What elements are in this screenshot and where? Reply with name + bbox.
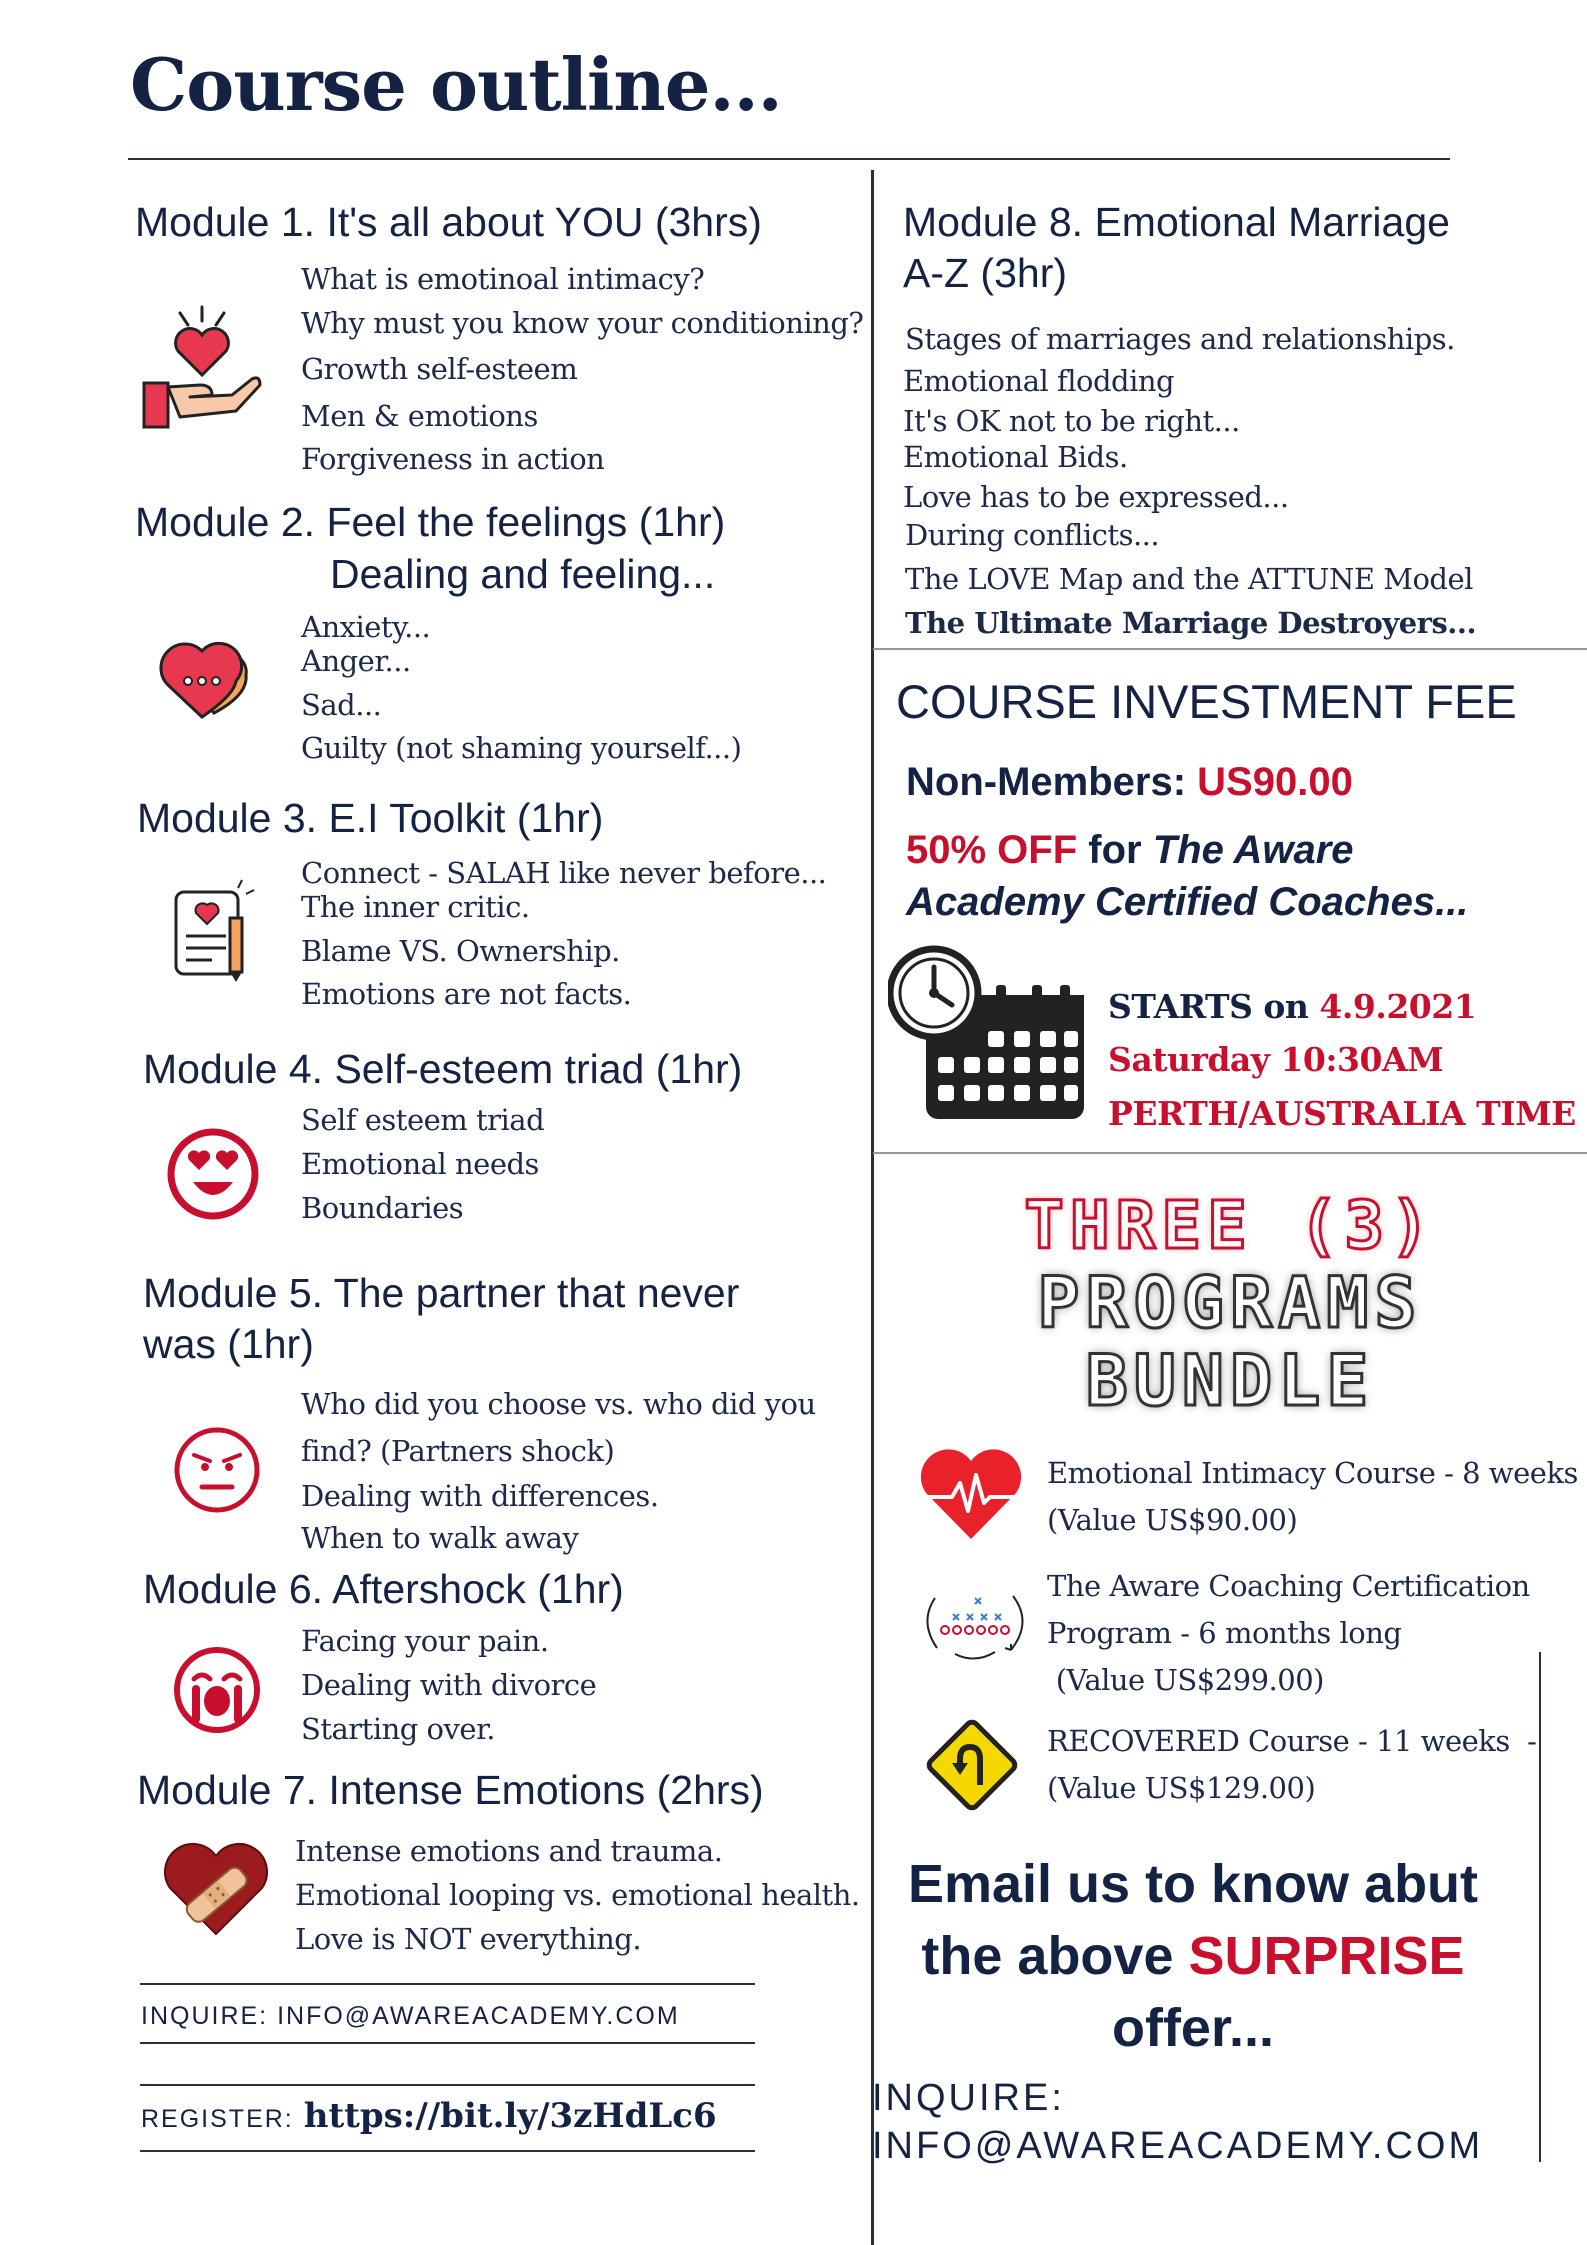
list-item: Boundaries bbox=[301, 1191, 464, 1225]
list-item: What is emotinoal intimacy? bbox=[301, 262, 705, 296]
bandaged-heart-icon bbox=[160, 1840, 272, 1940]
list-item: Self esteem triad bbox=[301, 1103, 545, 1137]
bundle-item-line: Program - 6 months long bbox=[1047, 1616, 1402, 1650]
bundle-item-line: Emotional Intimacy Course - 8 weeks bbox=[1047, 1456, 1578, 1490]
module-3-title: Module 3. E.I Toolkit (1hr) bbox=[137, 795, 604, 841]
footer-divider bbox=[140, 2084, 755, 2086]
right-inquire-email[interactable]: INFO@AWAREACADEMY.COM bbox=[872, 2125, 1484, 2167]
heartbeat-heart-icon bbox=[918, 1445, 1024, 1545]
list-item: Guilty (not shaming yourself...) bbox=[301, 731, 742, 765]
discount-label: 50% OFF bbox=[906, 828, 1078, 872]
u-turn-sign-icon bbox=[922, 1715, 1022, 1815]
list-item: Emotional needs bbox=[301, 1147, 539, 1181]
list-item: Forgiveness in action bbox=[301, 442, 605, 476]
module-6-title: Module 6. Aftershock (1hr) bbox=[143, 1566, 624, 1612]
module-8-title-line2: A-Z (3hr) bbox=[903, 250, 1067, 296]
bundle-item-line: (Value US$90.00) bbox=[1047, 1503, 1298, 1537]
list-item: Facing your pain. bbox=[301, 1624, 549, 1658]
register-row bbox=[141, 2096, 717, 2136]
discount-coaches-1: The Aware bbox=[1152, 828, 1354, 872]
bundle-title-line1: THREE (3) bbox=[1024, 1187, 1436, 1264]
starts-label: STARTS on bbox=[1108, 987, 1309, 1026]
list-item: Starting over. bbox=[301, 1712, 495, 1746]
list-item: It's OK not to be right... bbox=[903, 404, 1240, 438]
module-1-title: Module 1. It's all about YOU (3hrs) bbox=[135, 199, 762, 245]
heart-chat-bubble-icon bbox=[158, 625, 258, 725]
section-divider bbox=[873, 648, 1587, 650]
register-label: REGISTER: bbox=[141, 2105, 294, 2133]
page-title: Course outline... bbox=[130, 42, 782, 127]
module-5-title-line1: Module 5. The partner that never bbox=[143, 1270, 740, 1316]
notepad-heart-icon bbox=[168, 878, 263, 988]
starts-row bbox=[1108, 987, 1476, 1026]
non-members-label: Non-Members: bbox=[906, 760, 1187, 804]
list-item: Intense emotions and trauma. bbox=[295, 1834, 723, 1868]
footer-divider bbox=[140, 1983, 755, 1985]
start-timezone: PERTH/AUSTRALIA TIME bbox=[1108, 1094, 1576, 1133]
non-members-price: US90.00 bbox=[1197, 760, 1353, 804]
heart-in-hand-icon bbox=[140, 305, 265, 435]
module-4-title: Module 4. Self-esteem triad (1hr) bbox=[143, 1046, 743, 1092]
surprise-line1: Email us to know abut bbox=[907, 1854, 1479, 1914]
fee-heading: COURSE INVESTMENT FEE bbox=[896, 675, 1517, 728]
list-item: Emotional looping vs. emotional health. bbox=[295, 1878, 860, 1912]
bundle-item-line: RECOVERED Course - 11 weeks - bbox=[1047, 1724, 1537, 1758]
list-item: During conflicts... bbox=[905, 518, 1160, 552]
title-divider bbox=[128, 158, 1450, 160]
surprise-highlight: SURPRISE bbox=[1188, 1926, 1465, 1986]
list-item: Love has to be expressed... bbox=[903, 480, 1289, 514]
module-7-title: Module 7. Intense Emotions (2hrs) bbox=[137, 1767, 764, 1813]
bundle-item-3 bbox=[1047, 1718, 1536, 1812]
footer-divider bbox=[140, 2150, 755, 2152]
module-2-title: Module 2. Feel the feelings (1hr) bbox=[135, 499, 726, 545]
surprise-line2 bbox=[873, 1920, 1513, 1992]
list-item: Men & emotions bbox=[301, 399, 538, 433]
discount-for: for bbox=[1088, 828, 1142, 872]
frustrated-face-icon bbox=[172, 1425, 262, 1515]
bundle-title-line2: PROGRAMS bbox=[1037, 1262, 1423, 1344]
list-item: The Ultimate Marriage Destroyers... bbox=[905, 606, 1477, 640]
crying-face-icon bbox=[172, 1645, 262, 1735]
bundle-item-line: (Value US$129.00) bbox=[1047, 1771, 1316, 1805]
list-item: Emotional Bids. bbox=[903, 440, 1128, 474]
non-members-row bbox=[906, 760, 1353, 805]
clock-calendar-icon bbox=[888, 945, 1088, 1125]
bundle-item-line: The Aware Coaching Certification bbox=[1047, 1569, 1530, 1603]
list-item: Stages of marriages and relationships. bbox=[905, 322, 1455, 356]
start-day-time: Saturday 10:30AM bbox=[1108, 1040, 1444, 1079]
list-item: Emotions are not facts. bbox=[301, 977, 632, 1011]
section-divider bbox=[873, 1152, 1587, 1154]
starts-date: 4.9.2021 bbox=[1319, 987, 1477, 1026]
list-item: Love is NOT everything. bbox=[295, 1922, 642, 1956]
bundle-item-2 bbox=[1047, 1563, 1530, 1704]
list-item: Anxiety... bbox=[301, 610, 431, 644]
bundle-side-line bbox=[1539, 1652, 1541, 2162]
list-item: Blame VS. Ownership. bbox=[301, 934, 620, 968]
bundle-title-line3: BUNDLE bbox=[1085, 1340, 1375, 1422]
right-inquire-label: INQUIRE: bbox=[872, 2077, 1065, 2119]
discount-row bbox=[906, 828, 1354, 873]
list-item: Growth self-esteem bbox=[301, 352, 578, 386]
list-item: Emotional flodding bbox=[903, 364, 1175, 398]
surprise-line2-a: the above bbox=[921, 1926, 1174, 1986]
bundle-item-line: (Value US$299.00) bbox=[1047, 1663, 1324, 1697]
list-item: When to walk away bbox=[301, 1521, 579, 1555]
module-8-title-line1: Module 8. Emotional Marriage bbox=[903, 199, 1450, 245]
list-item: Sad... bbox=[301, 688, 382, 722]
module-5-title-line2: was (1hr) bbox=[143, 1321, 314, 1367]
list-item: Dealing with divorce bbox=[301, 1668, 597, 1702]
heart-eyes-face-icon bbox=[165, 1126, 261, 1222]
list-item: Who did you choose vs. who did you bbox=[301, 1387, 816, 1421]
discount-coaches-2: Academy Certified Coaches... bbox=[906, 880, 1469, 924]
inquire-email[interactable]: INQUIRE: INFO@AWAREACADEMY.COM bbox=[141, 2002, 680, 2030]
surprise-line3: offer... bbox=[1111, 1998, 1275, 2058]
list-item: find? (Partners shock) bbox=[301, 1434, 615, 1468]
list-item: Anger... bbox=[301, 644, 411, 678]
strategy-play-icon bbox=[915, 1578, 1035, 1668]
list-item: The inner critic. bbox=[301, 890, 530, 924]
module-2-subtitle: Dealing and feeling... bbox=[330, 551, 716, 597]
footer-divider bbox=[140, 2042, 755, 2044]
list-item: Why must you know your conditioning? bbox=[301, 306, 864, 340]
list-item: Dealing with differences. bbox=[301, 1479, 659, 1513]
register-link[interactable]: https://bit.ly/3zHdLc6 bbox=[303, 2096, 717, 2136]
bundle-item-1 bbox=[1047, 1450, 1578, 1544]
list-item: The LOVE Map and the ATTUNE Model bbox=[905, 562, 1473, 596]
list-item: Connect - SALAH like never before... bbox=[301, 856, 827, 890]
